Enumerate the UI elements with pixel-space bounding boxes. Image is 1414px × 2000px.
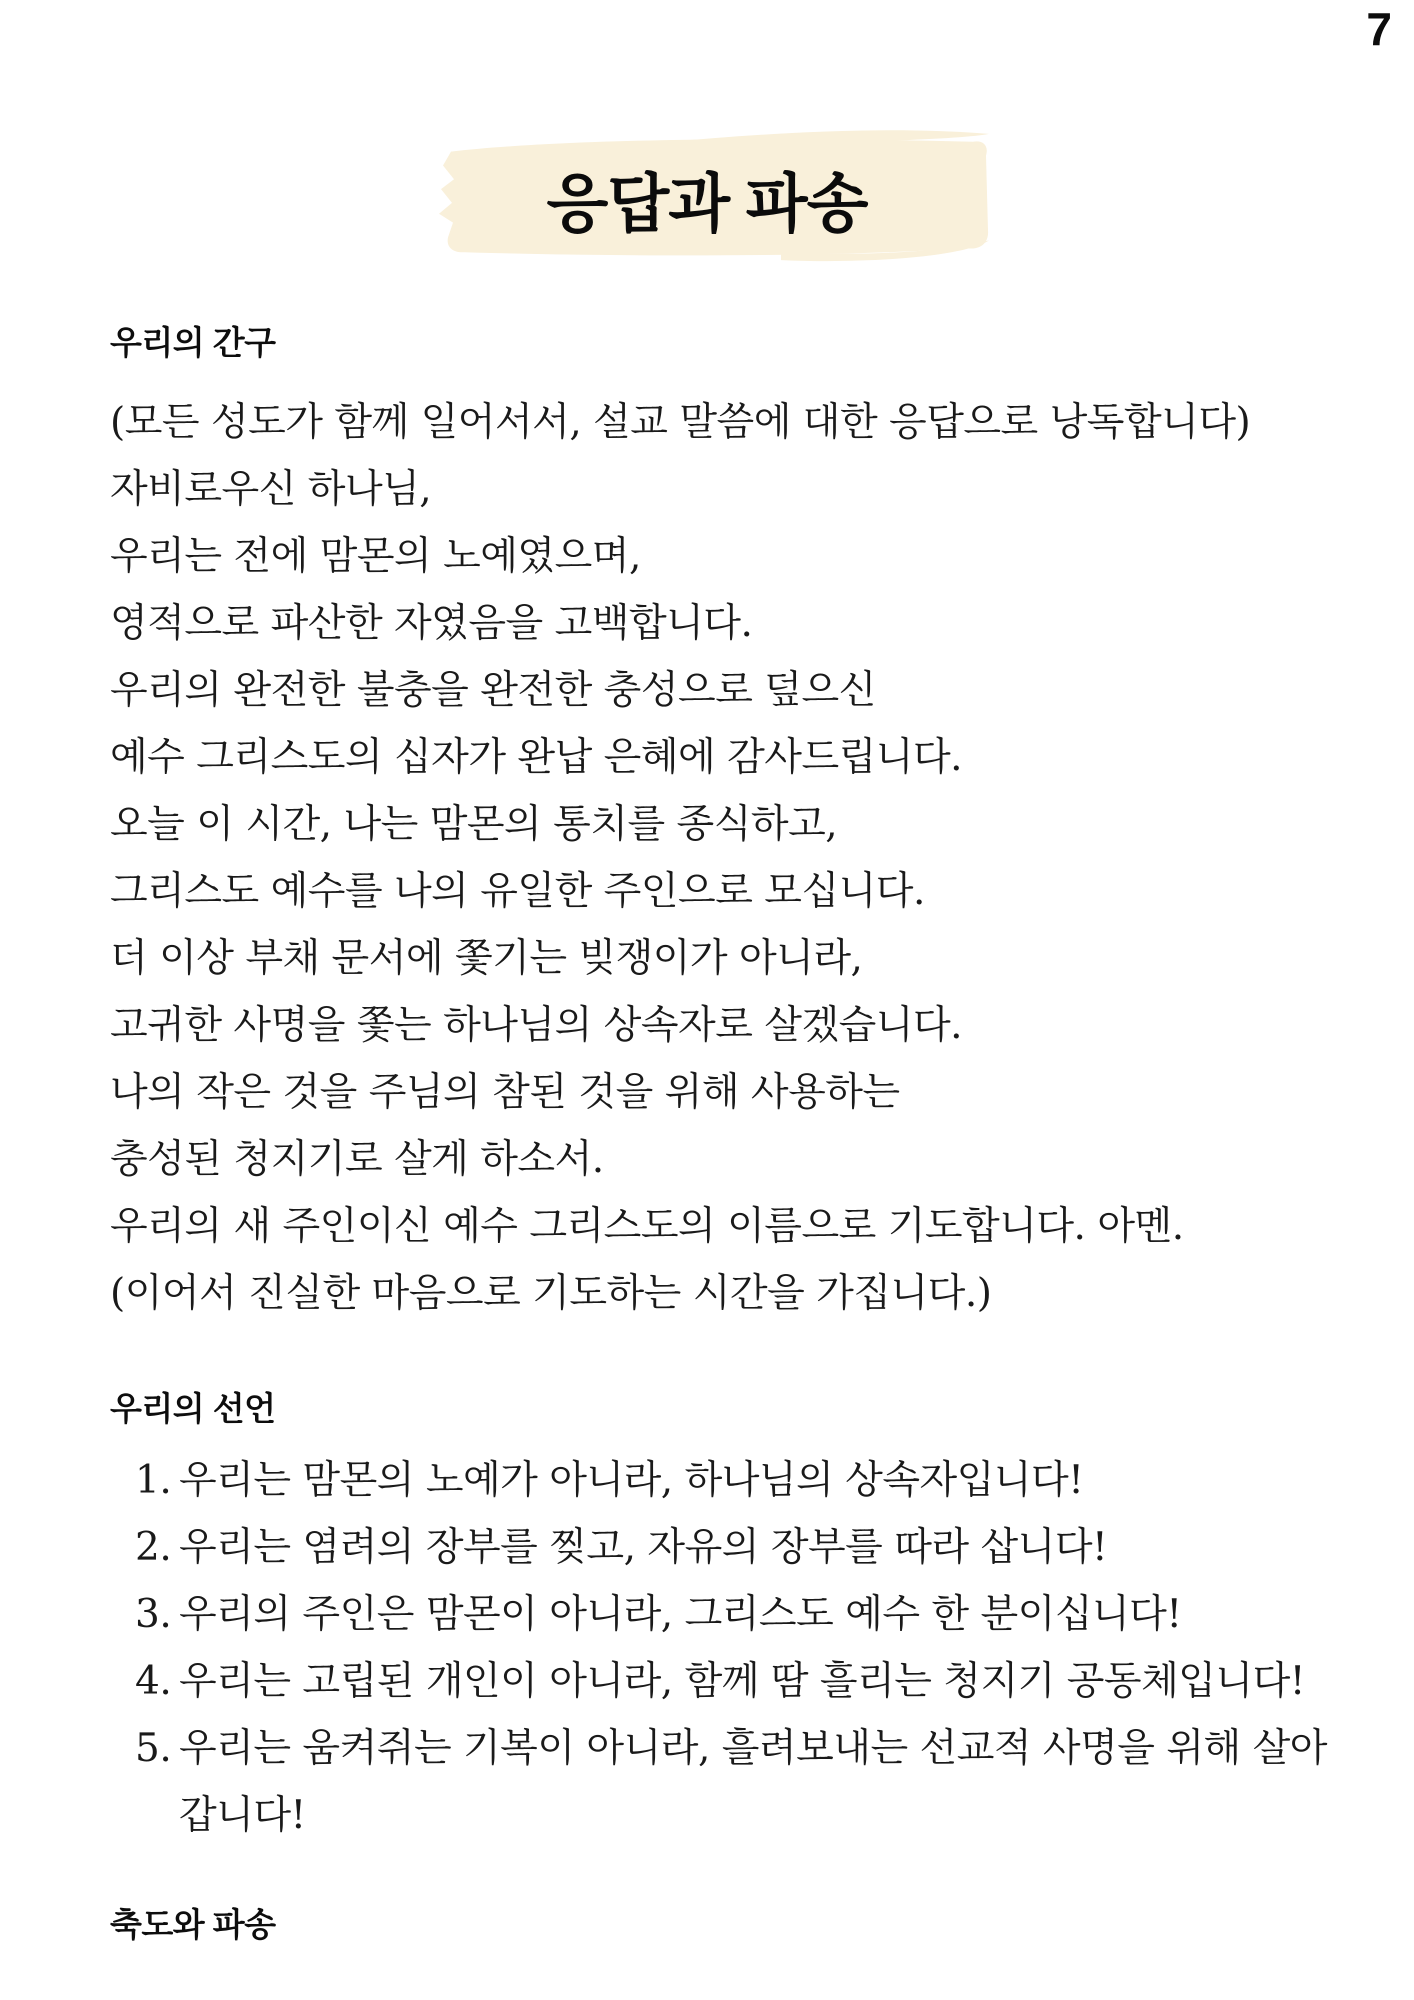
- page-title: 응답과 파송: [546, 168, 868, 240]
- prayer-line: 예수 그리스도의 십자가 완납 은혜에 감사드립니다.: [110, 735, 963, 780]
- page-number: 7: [1366, 3, 1392, 55]
- prayer-line: 자비로우신 하나님,: [110, 467, 432, 512]
- section-heading-petition: 우리의 간구: [110, 324, 276, 361]
- declaration-item: [135, 1648, 1334, 1715]
- section-heading-benediction: 축도와 파송: [110, 1906, 276, 1943]
- prayer-line: 우리의 새 주인이신 예수 그리스도의 이름으로 기도합니다. 아멘.: [110, 1204, 1184, 1249]
- prayer-line: 그리스도 예수를 나의 유일한 주인으로 모십니다.: [110, 869, 925, 914]
- declaration-item-text: 우리는 맘몬의 노예가 아니라, 하나님의 상속자입니다!: [179, 1458, 1084, 1503]
- declaration-list: [110, 1447, 1334, 1849]
- prayer-line: 나의 작은 것을 주님의 참된 것을 위해 사용하는: [110, 1070, 900, 1115]
- petition-prayer: [110, 389, 1334, 1327]
- prayer-line: 더 이상 부채 문서에 쫓기는 빚쟁이가 아니라,: [110, 936, 863, 981]
- declaration-item-number: 3.: [135, 1592, 172, 1637]
- page-content: [0, 323, 1414, 1945]
- declaration-item-number: 2.: [135, 1525, 172, 1570]
- declaration-item-text: 우리의 주인은 맘몬이 아니라, 그리스도 예수 한 분이십니다!: [179, 1592, 1182, 1637]
- declaration-item-number: 1.: [135, 1458, 172, 1503]
- declaration-item-text: 우리는 염려의 장부를 찢고, 자유의 장부를 따라 삽니다!: [179, 1525, 1108, 1570]
- declaration-item: [135, 1514, 1334, 1581]
- prayer-line: 우리는 전에 맘몬의 노예였으며,: [110, 534, 641, 579]
- declaration-item: [135, 1581, 1334, 1648]
- declaration-item-text: 우리는 움켜쥐는 기복이 아니라, 흘려보내는 선교적 사명을 위해 살아갑니다!: [179, 1726, 1327, 1838]
- declaration-item: [135, 1447, 1334, 1514]
- title-highlight-band: [421, 128, 993, 266]
- declaration-item: [135, 1715, 1334, 1849]
- prayer-line: 오늘 이 시간, 나는 맘몬의 통치를 종식하고,: [110, 802, 838, 847]
- prayer-line: 고귀한 사명을 쫓는 하나님의 상속자로 살겠습니다.: [110, 1003, 963, 1048]
- prayer-line: 충성된 청지기로 살게 하소서.: [110, 1137, 604, 1182]
- declaration-item-text: 우리는 고립된 개인이 아니라, 함께 땀 흘리는 청지기 공동체입니다!: [179, 1659, 1305, 1704]
- section-heading-declaration: 우리의 선언: [110, 1390, 276, 1427]
- declaration-item-number: 4.: [135, 1659, 172, 1704]
- prayer-line: (이어서 진실한 마음으로 기도하는 시간을 가집니다.): [110, 1271, 992, 1316]
- prayer-line: 영적으로 파산한 자였음을 고백합니다.: [110, 601, 753, 646]
- prayer-line: 우리의 완전한 불충을 완전한 충성으로 덮으신: [110, 668, 876, 713]
- declaration-item-number: 5.: [135, 1726, 172, 1771]
- prayer-line: (모든 성도가 함께 일어서서, 설교 말씀에 대한 응답으로 낭독합니다): [110, 400, 1251, 445]
